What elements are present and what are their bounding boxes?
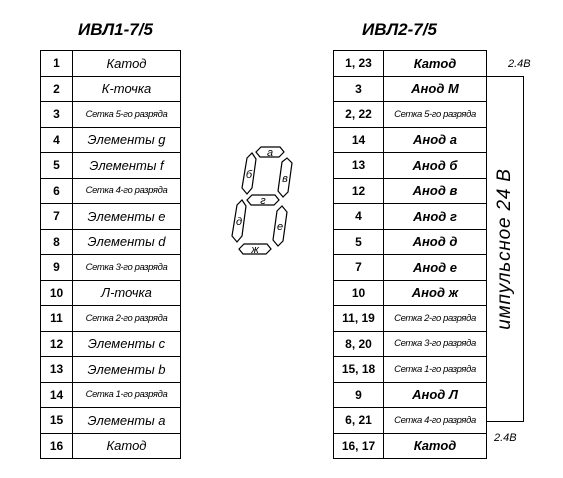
right-pin-row [334,331,487,357]
segment-a-label: а [266,147,274,159]
pin-number: 14 [334,127,384,153]
right-pin-row [334,102,487,128]
pin-number: 11, 19 [334,306,384,332]
right-pin-row [334,382,487,408]
segment-d-label: г [260,195,266,207]
pin-number: 7 [41,204,73,230]
right-pin-row [334,306,487,332]
right-pin-row [334,204,487,230]
pin-function: Катод [384,51,487,77]
pin-number: 6 [41,178,73,204]
left-pin-row [41,204,181,230]
left-pin-row [41,51,181,77]
ivl1-pin-table [40,50,181,459]
pin-number: 12 [334,178,384,204]
segment-f-label: е [276,221,284,233]
cathode-voltage-top: 2.4В [508,58,531,70]
pin-number: 9 [41,255,73,281]
pin-function: Катод [73,433,181,459]
right-pin-row [334,76,487,102]
pin-function: Анод М [384,76,487,102]
pin-number: 14 [41,382,73,408]
pin-number: 13 [41,357,73,383]
pin-function: Сетка 1-го разряда [384,357,487,383]
pin-function: Л-точка [73,280,181,306]
pin-number: 5 [334,229,384,255]
left-pin-row [41,433,181,459]
left-pin-row [41,127,181,153]
pin-function: Элементы b [73,357,181,383]
pin-function: Анод б [384,153,487,179]
left-pin-row [41,76,181,102]
segment-e-label: д [235,216,243,228]
left-pin-row [41,408,181,434]
pin-function: Анод Л [384,382,487,408]
pin-number: 10 [41,280,73,306]
pin-function: Анод а [384,127,487,153]
pin-function: Анод ж [384,280,487,306]
pin-function: Анод д [384,229,487,255]
pin-number: 12 [41,331,73,357]
pin-number: 3 [41,102,73,128]
right-pin-row [334,178,487,204]
pin-number: 4 [41,127,73,153]
pin-number: 15, 18 [334,357,384,383]
pin-function: Сетка 3-го разряда [384,331,487,357]
pin-number: 10 [334,280,384,306]
right-table-title: ИВЛ2-7/5 [362,20,437,39]
pin-function: Элементы е [73,204,181,230]
left-pin-row [41,280,181,306]
cathode-voltage-bottom: 2.4В [494,432,517,444]
pin-function: Анод е [384,255,487,281]
left-pin-row [41,178,181,204]
right-pin-row [334,357,487,383]
left-table-title: ИВЛ1-7/5 [78,20,153,39]
right-pin-row [334,255,487,281]
pin-function: Элементы f [73,153,181,179]
pin-number: 1 [41,51,73,77]
pin-number: 16, 17 [334,433,384,459]
pin-function: Элементы g [73,127,181,153]
pin-function: Катод [73,51,181,77]
pin-function: Сетка 5-го разряда [384,102,487,128]
pin-function: Сетка 4-го разряда [73,178,181,204]
pin-number: 8 [41,229,73,255]
right-pin-row [334,433,487,459]
segment-g-label: ж [251,244,259,256]
pin-number: 4 [334,204,384,230]
pin-number: 6, 21 [334,408,384,434]
pin-function: Анод в [384,178,487,204]
pin-function: Сетка 2-го разряда [384,306,487,332]
ivl2-pin-table [333,50,487,459]
right-pin-row [334,280,487,306]
right-pin-row [334,51,487,77]
pin-function: Катод [384,433,487,459]
right-pin-row [334,229,487,255]
left-pin-row [41,357,181,383]
pin-function: Анод г [384,204,487,230]
pin-number: 1, 23 [334,51,384,77]
pin-number: 9 [334,382,384,408]
pin-number: 11 [41,306,73,332]
left-pin-row [41,331,181,357]
pin-function: Сетка 2-го разряда [73,306,181,332]
pulse-voltage-label: импульсное 24 В [494,168,515,330]
pin-number: 13 [334,153,384,179]
pin-function: Сетка 4-го разряда [384,408,487,434]
left-pin-row [41,102,181,128]
pin-number: 8, 20 [334,331,384,357]
pin-number: 3 [334,76,384,102]
pin-function: Сетка 1-го разряда [73,382,181,408]
pin-number: 5 [41,153,73,179]
pin-number: 16 [41,433,73,459]
pin-function: К-точка [73,76,181,102]
left-pin-row [41,306,181,332]
pin-function: Сетка 3-го разряда [73,255,181,281]
seven-segment-diagram [222,142,302,274]
pin-function: Элементы а [73,408,181,434]
right-pin-row [334,153,487,179]
pin-number: 15 [41,408,73,434]
pin-number: 2 [41,76,73,102]
pin-function: Элементы с [73,331,181,357]
segment-c-label: в [282,173,288,185]
pin-function: Элементы d [73,229,181,255]
right-pin-row [334,127,487,153]
pin-number: 2, 22 [334,102,384,128]
left-pin-row [41,255,181,281]
pin-number: 7 [334,255,384,281]
right-pin-row [334,408,487,434]
left-pin-row [41,382,181,408]
segment-b-label: б [245,169,253,181]
left-pin-row [41,153,181,179]
pin-function: Сетка 5-го разряда [73,102,181,128]
left-pin-row [41,229,181,255]
